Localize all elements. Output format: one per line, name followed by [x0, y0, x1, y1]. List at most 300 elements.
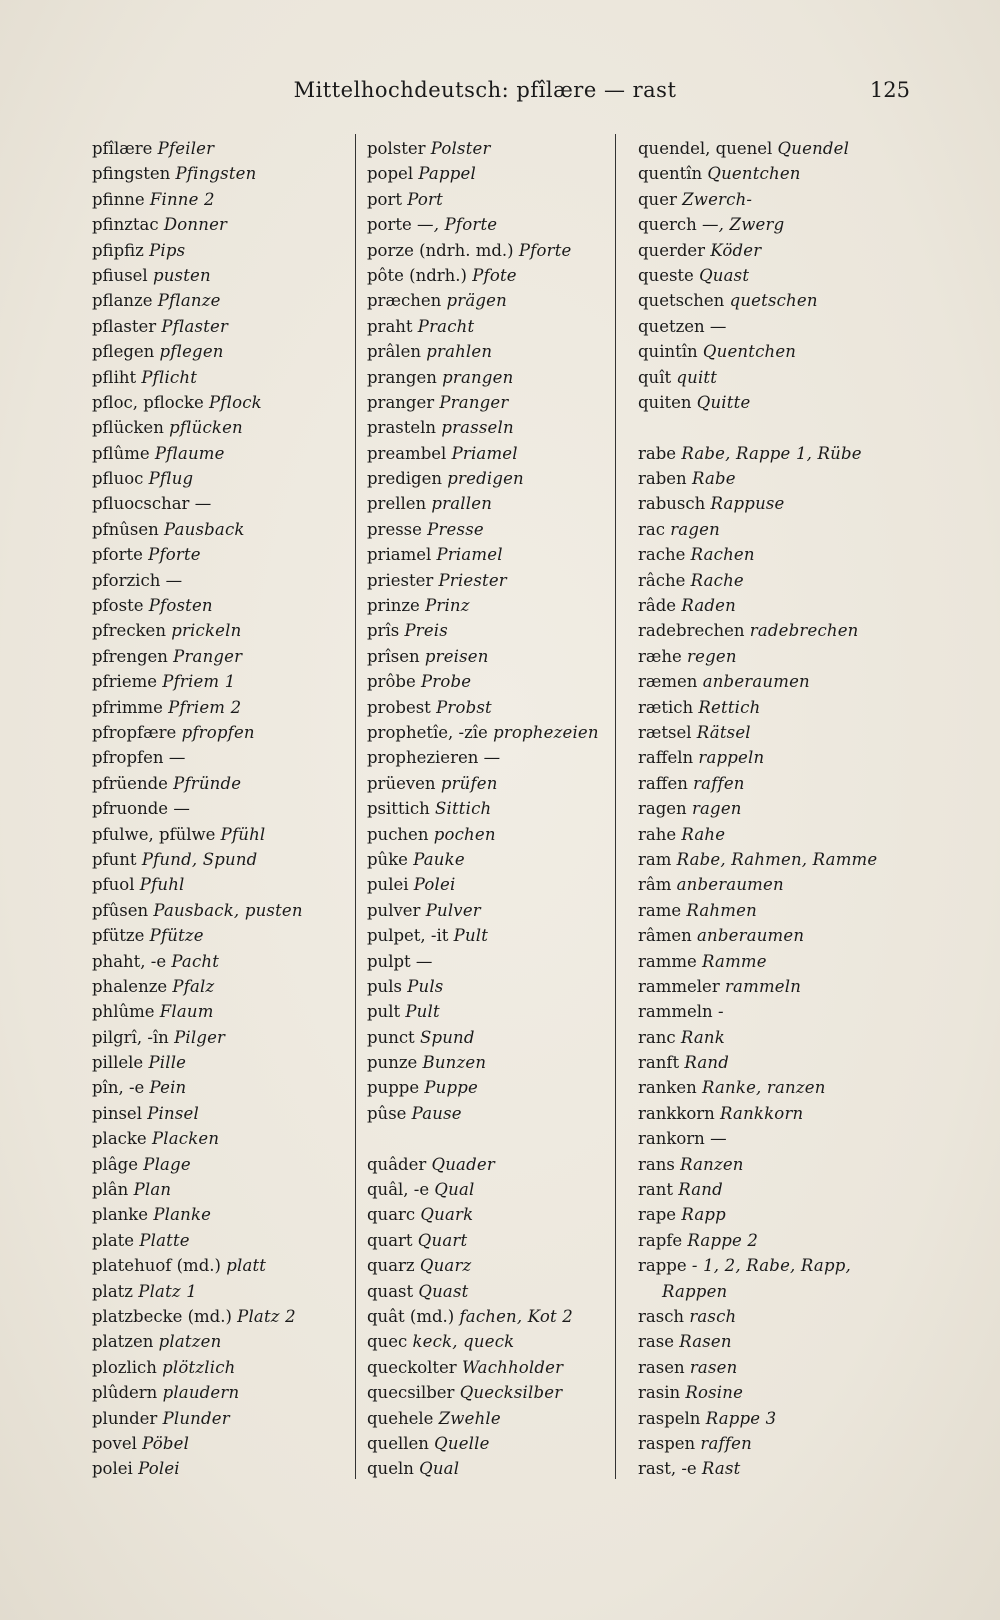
entry-gloss: quetschen	[729, 291, 818, 311]
entry-gloss: Pracht	[417, 316, 475, 336]
entry-headword: pfinztac	[92, 215, 159, 235]
dictionary-entry	[92, 796, 337, 821]
entry-headword: pflegen	[92, 342, 155, 362]
entry-headword: quît	[638, 367, 672, 387]
entry-gloss: Pult	[453, 926, 489, 946]
dictionary-entry	[367, 618, 612, 643]
entry-headword: quarz	[367, 1256, 415, 1276]
entry-headword: praht	[367, 316, 413, 336]
dictionary-entry	[638, 1126, 898, 1151]
entry-gloss: quitt	[676, 367, 718, 387]
dictionary-entry	[367, 314, 612, 339]
dictionary-entry	[92, 1279, 337, 1304]
entry-gloss: Pilger	[174, 1027, 226, 1047]
entry-gloss: Puls	[407, 976, 444, 996]
entry-headword: quentîn	[638, 164, 703, 184]
entry-gloss: prophezeien	[493, 722, 599, 742]
entry-gloss: Pfriem 2	[168, 697, 242, 717]
entry-gloss: —, Zwerg	[701, 215, 785, 235]
entry-headword: ranc	[638, 1027, 676, 1047]
dictionary-entry	[92, 771, 337, 796]
entry-headword: rappe	[638, 1256, 687, 1276]
entry-headword: prophezieren	[367, 748, 479, 768]
entry-headword: pulpet, -it	[367, 926, 449, 946]
entry-gloss: Pforte	[148, 545, 201, 565]
entry-gloss: Polei	[138, 1459, 180, 1479]
entry-gloss: Qual	[434, 1180, 475, 1200]
entry-headword: pulpt	[367, 951, 411, 971]
dictionary-entry	[92, 669, 337, 694]
entry-gloss: Pfosten	[148, 596, 213, 616]
entry-gloss: Raden	[681, 596, 736, 616]
dictionary-entry	[367, 365, 612, 390]
entry-headword: quart	[367, 1230, 413, 1250]
dictionary-entry	[638, 1025, 898, 1050]
entry-headword: quâder	[367, 1154, 427, 1174]
dictionary-entry	[367, 923, 612, 948]
dictionary-entry	[367, 1050, 612, 1075]
entry-headword: querch	[638, 215, 697, 235]
entry-headword: quetzen	[638, 316, 705, 336]
dictionary-entry	[638, 695, 898, 720]
entry-headword: pfunt	[92, 849, 137, 869]
entry-gloss: —	[709, 316, 727, 336]
dictionary-entry	[367, 339, 612, 364]
entry-headword: querder	[638, 240, 706, 260]
entry-headword: pfuol	[92, 875, 135, 895]
dictionary-entry	[92, 1050, 337, 1075]
entry-headword: presse	[367, 519, 422, 539]
entry-headword: quâl, -e	[367, 1180, 430, 1200]
section-gap	[367, 1126, 612, 1151]
dictionary-entry	[367, 1406, 612, 1431]
entry-gloss: Rachen	[690, 545, 755, 565]
dictionary-entry	[92, 212, 337, 237]
entry-gloss: -	[717, 1002, 724, 1022]
entry-gloss: Pfalz	[172, 976, 215, 996]
entry-headword: prîsen	[367, 646, 420, 666]
entry-gloss: Rand	[684, 1053, 729, 1073]
entry-gloss: Pinsel	[147, 1103, 199, 1123]
entry-headword: queckolter	[367, 1357, 457, 1377]
dictionary-entry	[638, 187, 898, 212]
dictionary-entry	[638, 949, 898, 974]
entry-headword: raffeln	[638, 748, 694, 768]
dictionary-entry	[367, 136, 612, 161]
entry-gloss: Zwehle	[438, 1408, 501, 1428]
dictionary-entry	[638, 568, 898, 593]
running-header	[60, 78, 910, 110]
dictionary-entry	[92, 491, 337, 516]
entry-gloss: Plan	[133, 1180, 172, 1200]
dictionary-entry	[367, 1329, 612, 1354]
entry-headword: puppe	[367, 1078, 420, 1098]
dictionary-entry	[367, 1228, 612, 1253]
entry-gloss: pusten	[152, 265, 211, 285]
entry-gloss: Pöbel	[142, 1433, 190, 1453]
entry-headword: rame	[638, 900, 682, 920]
entry-gloss: Pein	[149, 1078, 187, 1098]
dictionary-entry	[638, 618, 898, 643]
entry-headword: ranft	[638, 1053, 680, 1073]
dictionary-entry	[367, 1456, 612, 1481]
dictionary-entry	[638, 1355, 898, 1380]
entry-gloss: Quentchen	[707, 164, 801, 184]
entry-headword: quecsilber	[367, 1383, 455, 1403]
dictionary-entry	[92, 136, 337, 161]
entry-headword: pflanze	[92, 291, 153, 311]
dictionary-entry	[367, 212, 612, 237]
dictionary-entry	[92, 1152, 337, 1177]
dictionary-entry	[92, 1075, 337, 1100]
entry-gloss: prägen	[446, 291, 507, 311]
entry-gloss: Rettich	[698, 697, 761, 717]
entry-headword: prüeven	[367, 773, 436, 793]
dictionary-entry	[638, 365, 898, 390]
entry-gloss: Rast	[701, 1459, 741, 1479]
dictionary-entry	[92, 1431, 337, 1456]
entry-headword: polei	[92, 1459, 133, 1479]
entry-gloss: Planke	[153, 1205, 212, 1225]
entry-gloss: Preis	[404, 621, 448, 641]
entry-gloss: Pfriem 1	[162, 672, 236, 692]
entry-gloss: Pulver	[425, 900, 481, 920]
entry-headword: pfinne	[92, 189, 145, 209]
entry-gloss: Plage	[143, 1154, 191, 1174]
dictionary-entry	[92, 872, 337, 897]
dictionary-entry	[367, 796, 612, 821]
entry-gloss: Quendel	[777, 139, 850, 158]
entry-gloss: Rasen	[679, 1332, 732, 1352]
entry-headword: quât (md.)	[367, 1306, 455, 1326]
entry-gloss: Pranger	[173, 646, 243, 666]
entry-headword: prîs	[367, 621, 400, 641]
entry-gloss: Pflock	[209, 392, 262, 412]
entry-headword: plân	[92, 1180, 129, 1200]
entry-gloss: Port	[407, 189, 443, 209]
dictionary-entry	[92, 695, 337, 720]
entry-gloss: Qual	[419, 1459, 460, 1479]
entry-gloss: Quast	[418, 1281, 469, 1301]
entry-headword: punze	[367, 1053, 418, 1073]
entry-headword: quellen	[367, 1433, 429, 1453]
entry-gloss: Pille	[148, 1053, 187, 1073]
entry-headword: quehele	[367, 1408, 434, 1428]
entry-gloss-continuation: Rappen	[662, 1281, 728, 1301]
entry-gloss: platzen	[158, 1332, 222, 1352]
dictionary-entry	[367, 161, 612, 186]
dictionary-entry	[92, 644, 337, 669]
entry-gloss: Platte	[139, 1230, 190, 1250]
entry-gloss: Ramme	[702, 951, 767, 971]
entry-gloss: prallen	[431, 494, 493, 514]
dictionary-entry	[367, 288, 612, 313]
entry-headword: puchen	[367, 824, 429, 844]
entry-gloss: Polster	[430, 139, 491, 158]
dictionary-entry	[638, 974, 898, 999]
entry-headword: rasin	[638, 1383, 681, 1403]
entry-headword: phalenze	[92, 976, 168, 996]
dictionary-entry	[367, 1101, 612, 1126]
entry-gloss: Probst	[436, 697, 492, 717]
entry-gloss: pflücken	[169, 418, 243, 438]
dictionary-entry	[92, 949, 337, 974]
entry-headword: rache	[638, 545, 686, 565]
entry-headword: pfrimme	[92, 697, 163, 717]
entry-gloss: Ranzen	[680, 1154, 744, 1174]
dictionary-entry	[367, 1025, 612, 1050]
entry-gloss: Spund	[419, 1027, 475, 1047]
dictionary-entry	[638, 1202, 898, 1227]
entry-headword: polster	[367, 139, 426, 158]
dictionary-entry	[638, 136, 898, 161]
entry-gloss: Rappuse	[710, 494, 785, 514]
dictionary-entry	[92, 898, 337, 923]
entry-headword: pilgrî, -în	[92, 1027, 169, 1047]
dictionary-entry	[638, 161, 898, 186]
entry-headword: rant	[638, 1180, 673, 1200]
dictionary-entry	[367, 1355, 612, 1380]
entry-gloss: pfropfen	[181, 722, 255, 742]
dictionary-entry	[638, 542, 898, 567]
entry-headword: pûse	[367, 1103, 407, 1123]
dictionary-entry	[638, 517, 898, 542]
dictionary-entry	[92, 1406, 337, 1431]
entry-headword: pfliht	[92, 367, 137, 387]
entry-headword: priamel	[367, 545, 432, 565]
entry-gloss: Pfingsten	[175, 164, 257, 184]
dictionary-entry	[92, 822, 337, 847]
entry-headword: pfipfiz	[92, 240, 144, 260]
entry-headword: pfingsten	[92, 164, 171, 184]
entry-headword: raben	[638, 469, 687, 489]
dictionary-entry	[638, 1101, 898, 1126]
entry-gloss: Rappe 3	[705, 1408, 777, 1428]
entry-gloss: Zwerch-	[682, 189, 753, 209]
dictionary-entry	[638, 1075, 898, 1100]
entry-headword: prinze	[367, 596, 420, 616]
entry-gloss: Placken	[151, 1129, 220, 1149]
entry-headword: pfütze	[92, 926, 145, 946]
dictionary-entry	[367, 517, 612, 542]
entry-gloss: Quentchen	[702, 342, 797, 362]
dictionary-entry	[92, 1101, 337, 1126]
entry-gloss: Pranger	[439, 392, 509, 412]
dictionary-entry	[92, 593, 337, 618]
entry-headword: pfrecken	[92, 621, 166, 641]
dictionary-entry	[92, 161, 337, 186]
entry-headword: phlûme	[92, 1002, 155, 1022]
dictionary-entry	[638, 1152, 898, 1177]
dictionary-entry	[638, 745, 898, 770]
dictionary-entry	[638, 1304, 898, 1329]
entry-gloss: Rahmen	[686, 900, 757, 920]
dictionary-entry	[92, 745, 337, 770]
entry-headword: ramme	[638, 951, 697, 971]
dictionary-entry	[638, 1177, 898, 1202]
dictionary-entry	[92, 314, 337, 339]
entry-headword: platz	[92, 1281, 134, 1301]
entry-headword: prophetîe, -zîe	[367, 722, 488, 742]
entry-headword: rase	[638, 1332, 674, 1352]
entry-gloss: rasen	[689, 1357, 738, 1377]
entry-headword: quiten	[638, 392, 692, 412]
dictionary-entry	[638, 720, 898, 745]
dictionary-entry	[367, 466, 612, 491]
entry-headword: prasteln	[367, 418, 437, 438]
dictionary-entry	[92, 1355, 337, 1380]
entry-headword: plunder	[92, 1408, 158, 1428]
dictionary-entry	[92, 568, 337, 593]
dictionary-entry	[638, 593, 898, 618]
dictionary-entry	[638, 1279, 898, 1304]
dictionary-entry	[638, 898, 898, 923]
entry-headword: pflücken	[92, 418, 164, 438]
entry-gloss: Prinz	[425, 596, 470, 616]
dictionary-entry	[367, 745, 612, 770]
entry-gloss: Flaum	[159, 1002, 214, 1022]
dictionary-entry	[367, 1075, 612, 1100]
entry-headword: rast, -e	[638, 1459, 697, 1479]
entry-gloss: pflegen	[159, 342, 224, 362]
entry-gloss: Pflug	[148, 469, 194, 489]
entry-gloss: Pausback	[164, 519, 245, 539]
entry-column-2	[367, 136, 612, 1482]
column-divider	[355, 134, 356, 1479]
dictionary-entry	[638, 872, 898, 897]
dictionary-entry	[367, 999, 612, 1024]
entry-headword: pfrengen	[92, 646, 168, 666]
entry-gloss: Rapp	[681, 1205, 726, 1225]
dictionary-entry	[92, 288, 337, 313]
dictionary-entry	[638, 771, 898, 796]
entry-gloss: Quarz	[419, 1256, 472, 1276]
entry-gloss: rasch	[689, 1306, 737, 1326]
entry-headword: pinsel	[92, 1103, 142, 1123]
entry-headword: pfnûsen	[92, 519, 159, 539]
entry-gloss: Pappel	[418, 164, 476, 184]
entry-headword: râche	[638, 570, 686, 590]
dictionary-entry	[92, 1126, 337, 1151]
entry-headword: rankkorn	[638, 1103, 715, 1123]
entry-headword: pfloc, pflocke	[92, 392, 204, 412]
entry-headword: rætsel	[638, 722, 692, 742]
entry-gloss: Rand	[678, 1180, 723, 1200]
entry-headword: pforte	[92, 545, 143, 565]
entry-gloss: —	[483, 748, 501, 768]
entry-gloss: raffen	[693, 773, 745, 793]
entry-gloss: Puppe	[424, 1078, 478, 1098]
entry-headword: præchen	[367, 291, 442, 311]
entry-headword: queln	[367, 1459, 414, 1479]
entry-gloss: prüfen	[440, 773, 498, 793]
entry-headword: ræmen	[638, 672, 698, 692]
entry-headword: quendel, quenel	[638, 139, 773, 158]
entry-headword: pfîlære	[92, 139, 153, 158]
entry-gloss: anberaumen	[702, 672, 810, 692]
entry-headword: quec	[367, 1332, 408, 1352]
entry-gloss: platt	[226, 1256, 267, 1276]
entry-headword: râde	[638, 596, 677, 616]
dictionary-entry	[638, 847, 898, 872]
entry-headword: prâlen	[367, 342, 421, 362]
entry-headword: pflûme	[92, 443, 150, 463]
dictionary-entry	[92, 1380, 337, 1405]
entry-gloss: —	[710, 1129, 727, 1149]
entry-headword: quintîn	[638, 342, 698, 362]
entry-gloss: Pfuhl	[139, 875, 185, 895]
entry-headword: pfruonde	[92, 799, 169, 819]
entry-gloss: ragen	[691, 799, 742, 819]
entry-gloss: —	[194, 494, 212, 514]
entry-headword: rapfe	[638, 1230, 683, 1250]
entry-gloss: Quelle	[434, 1433, 490, 1453]
entry-column-3	[638, 136, 898, 1482]
entry-gloss: Pflanze	[157, 291, 221, 311]
entry-headword: popel	[367, 164, 414, 184]
dictionary-entry	[367, 1304, 612, 1329]
dictionary-entry	[367, 974, 612, 999]
entry-gloss: Pause	[411, 1103, 462, 1123]
entry-gloss: Rabe, Rahmen, Ramme	[676, 849, 878, 869]
entry-gloss: Pacht	[171, 951, 220, 971]
dictionary-entry	[92, 1329, 337, 1354]
dictionary-entry	[367, 1202, 612, 1227]
entry-headword: raspeln	[638, 1408, 701, 1428]
dictionary-entry	[638, 339, 898, 364]
dictionary-entry	[92, 1177, 337, 1202]
entry-headword: quarc	[367, 1205, 416, 1225]
dictionary-entry	[367, 644, 612, 669]
entry-headword: pulei	[367, 875, 409, 895]
dictionary-entry	[92, 238, 337, 263]
dictionary-entry	[638, 822, 898, 847]
dictionary-entry	[367, 390, 612, 415]
dictionary-entry	[92, 517, 337, 542]
dictionary-entry	[367, 771, 612, 796]
dictionary-entry	[367, 669, 612, 694]
entry-headword: ragen	[638, 799, 687, 819]
entry-gloss: - 1, 2, Rabe, Rapp,	[691, 1256, 851, 1276]
dictionary-entry	[92, 720, 337, 745]
dictionary-entry	[638, 238, 898, 263]
entry-gloss: Finne 2	[149, 189, 215, 209]
entry-gloss: pochen	[433, 824, 496, 844]
entry-headword: plozlich	[92, 1357, 157, 1377]
entry-gloss: Quitte	[696, 392, 751, 412]
entry-gloss: preisen	[424, 646, 489, 666]
dictionary-entry	[367, 822, 612, 847]
entry-gloss: radebrechen	[749, 621, 859, 641]
dictionary-entry	[92, 847, 337, 872]
dictionary-entry	[367, 415, 612, 440]
dictionary-entry	[367, 949, 612, 974]
entry-gloss: —, Pforte	[417, 215, 498, 235]
entry-gloss: ragen	[670, 519, 720, 539]
dictionary-entry	[638, 466, 898, 491]
entry-headword: quast	[367, 1281, 414, 1301]
dictionary-entry	[92, 542, 337, 567]
dictionary-entry	[638, 796, 898, 821]
entry-gloss: Pfote	[472, 265, 517, 285]
dictionary-entry	[367, 491, 612, 516]
entry-gloss: Pfund, Spund	[141, 849, 258, 869]
entry-gloss: Platz 2	[237, 1306, 296, 1326]
entry-gloss: Pfründe	[173, 773, 242, 793]
entry-gloss: Rahe	[681, 824, 726, 844]
dictionary-entry	[367, 1152, 612, 1177]
dictionary-entry	[367, 441, 612, 466]
